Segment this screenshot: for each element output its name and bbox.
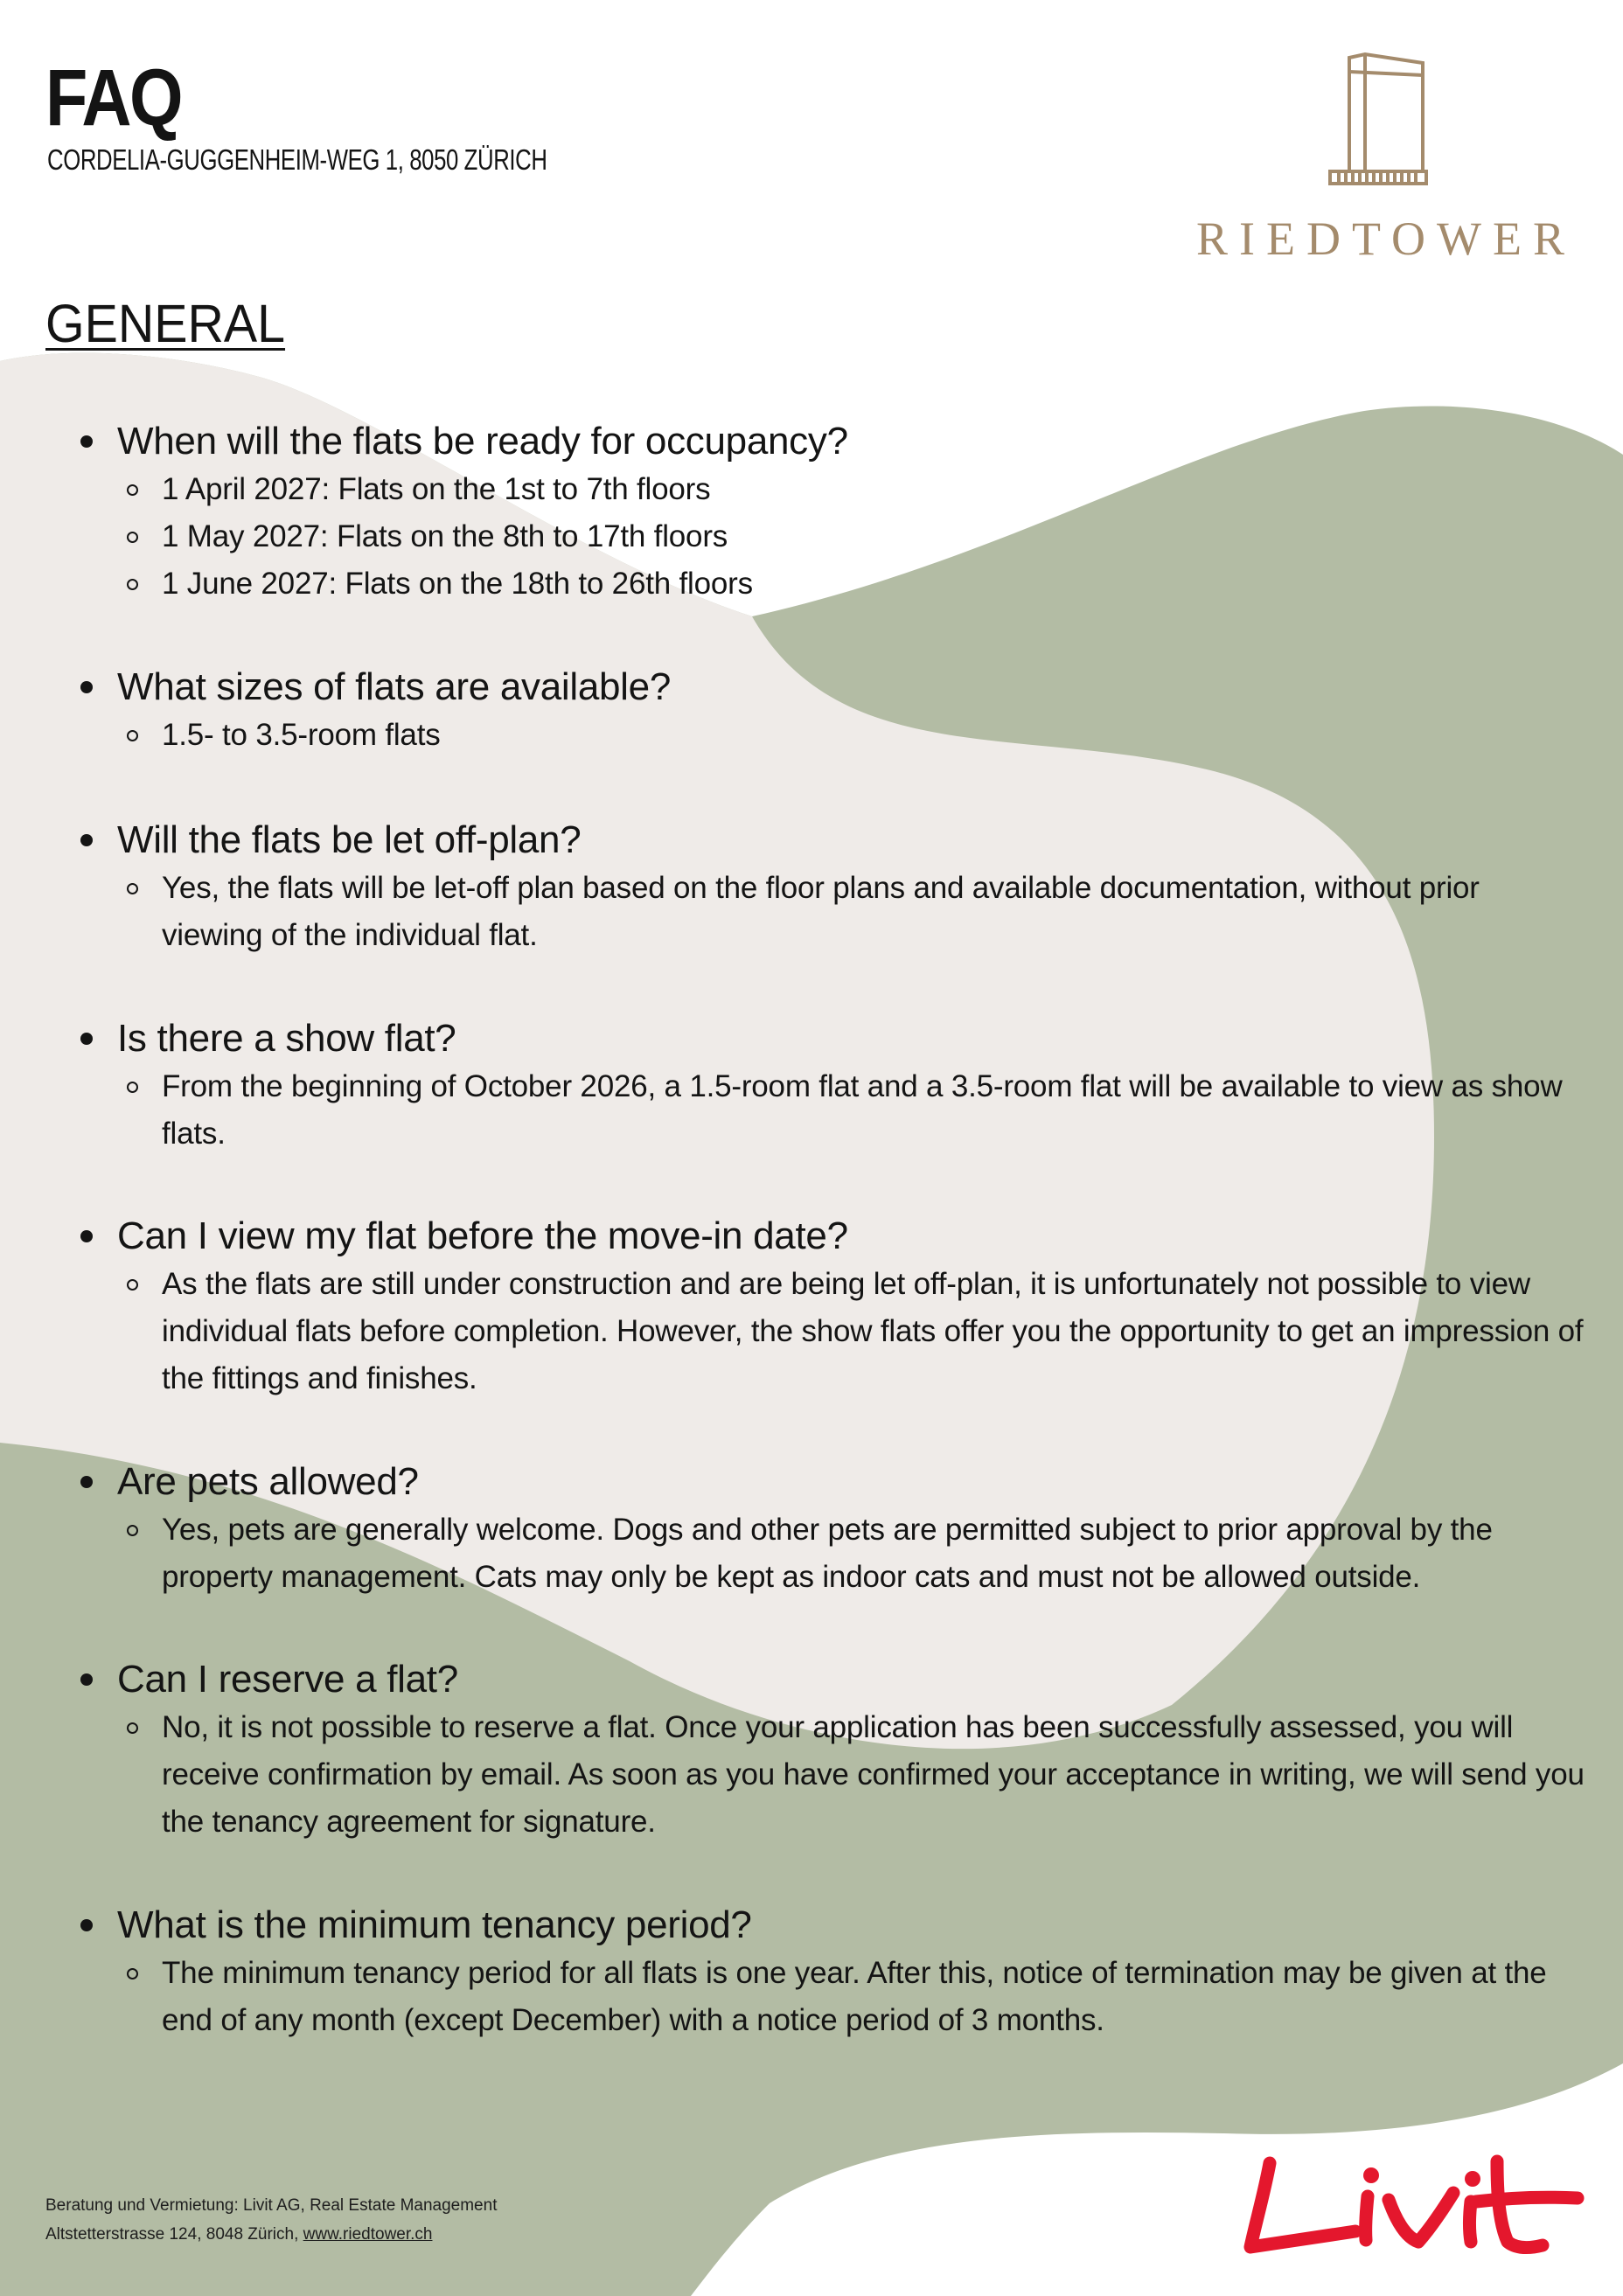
riedtower-logo xyxy=(1185,51,1576,266)
faq-answer: No, it is not possible to reserve a flat. Once your application has been successfully assessed, you will receive confirmation by email. As soon as you have confirmed your acceptance in writing, we will send you the tenancy agreement for signature. xyxy=(162,1704,1585,1846)
livit-logo-icon xyxy=(1235,2144,1585,2258)
footer-line-1: Beratung und Vermietung: Livit AG, Real Estate Management xyxy=(45,2196,498,2215)
bullet-icon xyxy=(80,1033,93,1045)
faq-answer: 1 June 2027: Flats on the 18th to 26th floors xyxy=(162,560,1585,608)
page-title: FAQ xyxy=(45,53,181,143)
faq-question: What is the minimum tenancy period? xyxy=(117,1903,752,1946)
tower-icon xyxy=(1325,51,1430,192)
bullet-icon xyxy=(80,1476,93,1488)
footer-address: Altstetterstrasse 124, 8048 Zürich, xyxy=(45,2225,303,2244)
riedtower-logo-text: RIEDTOWER xyxy=(1196,212,1576,265)
faq-answer: From the beginning of October 2026, a 1.5-room flat and a 3.5-room flat will be available to view as show flats. xyxy=(162,1063,1585,1158)
faq-item-occupancy xyxy=(80,417,1585,608)
bullet-icon xyxy=(80,435,93,448)
faq-answer: Yes, pets are generally welcome. Dogs and other pets are permitted subject to prior approval by the property management. Cats may only be kept as indoor cats and must not be allowed outside. xyxy=(162,1506,1585,1601)
faq-answer: Yes, the flats will be let-off plan based on the floor plans and available documentation, without prior viewing of the individual flat. xyxy=(162,865,1585,959)
address-subtitle: CORDELIA-GUGGENHEIM-WEG 1, 8050 ZÜRICH xyxy=(47,143,547,176)
bullet-icon xyxy=(80,681,93,693)
footer xyxy=(45,2191,497,2249)
bullet-icon xyxy=(80,1230,93,1242)
faq-answer: 1 April 2027: Flats on the 1st to 7th floors xyxy=(162,466,1585,513)
faq-answer: 1.5- to 3.5-room flats xyxy=(162,712,1585,759)
faq-question: Can I reserve a flat? xyxy=(117,1658,458,1701)
bullet-icon xyxy=(80,1919,93,1931)
faq-question: Are pets allowed? xyxy=(117,1460,419,1503)
faq-item-off-plan xyxy=(80,816,1585,959)
faq-question: Is there a show flat? xyxy=(117,1017,456,1060)
section-heading: GENERAL xyxy=(45,294,286,353)
faq-question: Will the flats be let off-plan? xyxy=(117,818,582,861)
faq-answer: 1 May 2027: Flats on the 8th to 17th floors xyxy=(162,513,1585,560)
faq-item-view-before xyxy=(80,1212,1585,1402)
bullet-icon xyxy=(80,834,93,846)
faq-answer: The minimum tenancy period for all flats is one year. After this, notice of termination may be given at the end of any month (except December) with a notice period of 3 months. xyxy=(162,1950,1585,2044)
bullet-icon xyxy=(80,1673,93,1686)
faq-item-pets xyxy=(80,1458,1585,1601)
faq-question: What sizes of flats are available? xyxy=(117,665,671,708)
faq-item-reserve xyxy=(80,1655,1585,1846)
faq-answer: As the flats are still under construction and are being let off-plan, it is unfortunately not possible to view individual flats before completion. However, the show flats offer you the opportunity to get an impression of the fittings and finishes. xyxy=(162,1261,1585,1402)
faq-item-show-flat xyxy=(80,1014,1585,1158)
faq-question: Can I view my flat before the move-in date? xyxy=(117,1214,848,1257)
footer-line-2 xyxy=(45,2220,497,2249)
faq-item-sizes xyxy=(80,663,1585,759)
faq-item-tenancy xyxy=(80,1901,1585,2044)
website-link[interactable]: www.riedtower.ch xyxy=(303,2225,433,2244)
faq-question: When will the flats be ready for occupancy? xyxy=(117,420,848,463)
